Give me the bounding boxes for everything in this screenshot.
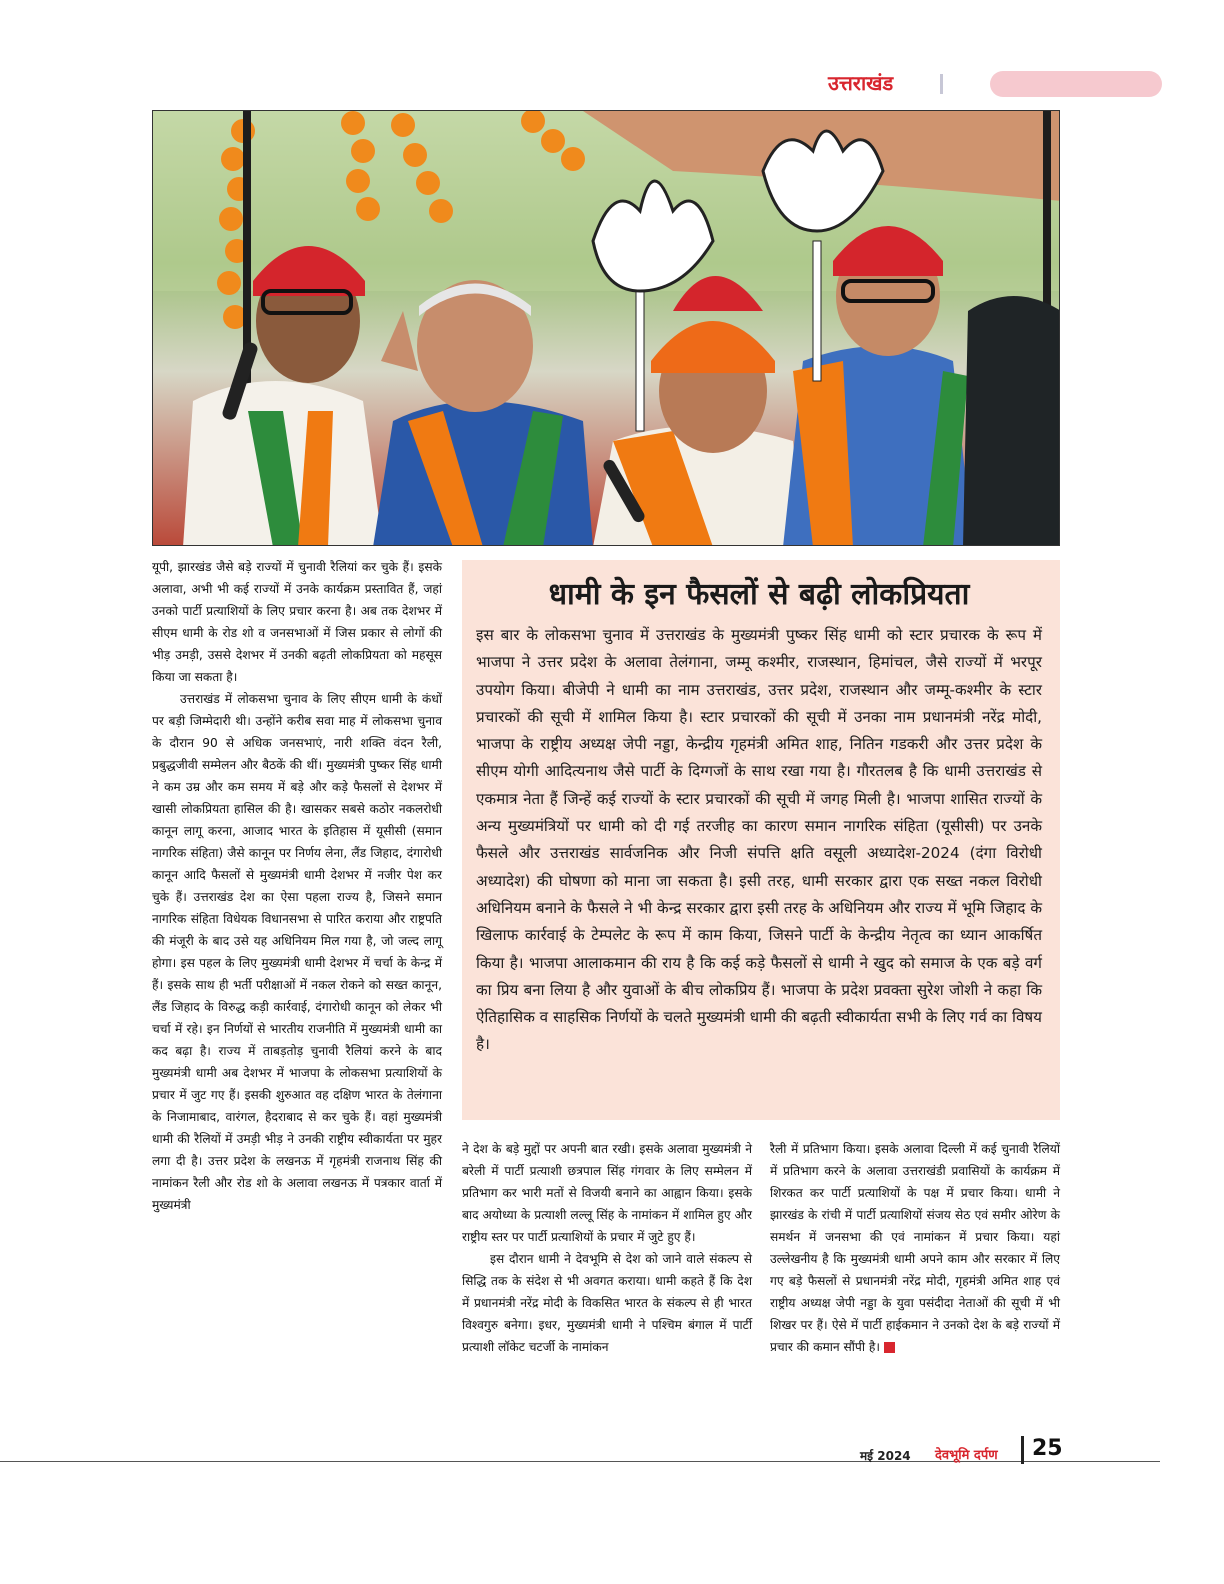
right-column: [770, 1138, 1060, 1358]
box-title: धामी के इन फैसलों से बढ़ी लोकप्रियता: [548, 577, 970, 612]
header-divider: [940, 74, 943, 94]
highlight-box: [462, 560, 1060, 1120]
right-paragraph-1: [770, 1138, 1060, 1358]
magazine-logo: देवभूमि दर्पण: [935, 1448, 998, 1463]
person-center-right: [593, 276, 803, 546]
page-number: 25: [1032, 1436, 1063, 1461]
middle-paragraph-1: ने देश के बड़े मुद्दों पर अपनी बात रखी। इसके अलावा मुख्यमंत्री ने बरेली में पार्टी प्रत्याशी छत्रपाल सिंह गंगवार के लिए सम्मेलन में प्रतिभाग कर भारी मतों से विजयी बनाने का आह्वान किया। इसके बाद अयोध्या के प्रत्याशी लल्लू सिंह के नामांकन में शामिल हुए और राष्ट्रीय स्तर पर पार्टी प्रत्याशियों के प्रचार में जुटे हुए हैं।: [462, 1142, 752, 1244]
section-label: उत्तराखंड: [828, 71, 894, 95]
middle-paragraph-2: इस दौरान धामी ने देवभूमि से देश को जाने वाले संकल्प से सिद्धि तक के संदेश से भी अवगत कराया। धामी कहते हैं कि देश में प्रधानमंत्री नरेंद्र मोदी के विकसित भारत के संकल्प से ही भारत विश्वगुरु बनेगा। इधर, मुख्यमंत्री धामी ने पश्चिम बंगाल में पार्टी प्रत्याशी लॉकेट चटर्जी के नामांकन: [462, 1252, 752, 1354]
left-column: [152, 556, 442, 1216]
right-paragraph-text: रैली में प्रतिभाग किया। इसके अलावा दिल्ली में कई चुनावी रैलियों में प्रतिभाग करने के अलावा उत्तराखंडी प्रवासियों के कार्यक्रम में शिरकत कर पार्टी प्रत्याशियों के पक्ष में प्रचार किया। धामी ने झारखंड के रांची में पार्टी प्रत्याशियों संजय सेठ एवं समीर ओरेण के समर्थन में जनसभा की एवं नामांकन में प्रचार किया। यहां उल्लेखनीय है कि मुख्यमंत्री धामी अपने काम और सरकार में लिए गए बड़े फैसलों से प्रधानमंत्री नरेंद्र मोदी, गृहमंत्री अमित शाह एवं राष्ट्रीय अध्यक्ष जेपी नड्डा के युवा पसंदीदा नेताओं की सूची में भी शिखर पर हैं। ऐसे में पार्टी हाईकमान ने उनको देश के बड़े राज्यों में प्रचार की कमान सौंपी है।: [770, 1142, 1060, 1354]
middle-column: [462, 1138, 752, 1358]
left-paragraph-1: यूपी, झारखंड जैसे बड़े राज्यों में चुनावी रैलियां कर चुके हैं। इसके अलावा, अभी भी कई राज्यों में उनके कार्यक्रम प्रस्तावित हैं, जहां उनको पार्टी प्रत्याशियों के लिए प्रचार करना है। अब तक देशभर में सीएम धामी के रोड शो व जनसभाओं में जिस प्रकार से लोगों की भीड़ उमड़ी, उससे देशभर में उनकी बढ़ती लोकप्रियता को महसूस किया जा सकता है।: [152, 560, 442, 684]
rally-photo: [152, 110, 1060, 546]
header-tab-decoration: [990, 71, 1162, 97]
guard: [963, 296, 1060, 546]
footer-divider: [1021, 1436, 1024, 1464]
person-center-left: [373, 280, 593, 546]
box-body: इस बार के लोकसभा चुनाव में उत्तराखंड के मुख्यमंत्री पुष्कर सिंह धामी को स्टार प्रचारक के रूप में भाजपा ने उत्तर प्रदेश के अलावा तेलंगाना, जम्मू कश्मीर, राजस्थान, हिमांचल, जैसे राज्यों में भरपूर उपयोग किया। बीजेपी ने धामी का नाम उत्तराखंड, उत्तर प्रदेश, राजस्थान और जम्मू-कश्मीर के स्टार प्रचारकों की सूची में शामिल किया है। स्टार प्रचारकों की सूची में उनका नाम प्रधानमंत्री नरेंद्र मोदी, भाजपा के राष्ट्रीय अध्यक्ष जेपी नड्डा, केन्द्रीय गृहमंत्री अमित शाह, नितिन गडकरी और उत्तर प्रदेश के सीएम योगी आदित्यनाथ जैसे पार्टी के दिग्गजों के साथ रखा गया है। गौरतलब है कि धामी उत्तराखंड से एकमात्र नेता हैं जिन्हें कई राज्यों के स्टार प्रचारकों की सूची में जगह मिली है। भाजपा शासित राज्यों के अन्य मुख्यमंत्रियों पर धामी को दी गई तरजीह का कारण समान नागरिक संहिता (यूसीसी) पर उनके फैसले और उत्तराखंड सार्वजनिक और निजी संपत्ति क्षति वसूली अध्यादेश-2024 (दंगा विरोधी अध्यादेश) की घोषणा को माना जा सकता है। इसी तरह, धामी सरकार द्वारा एक सख्त नकल विरोधी अधिनियम बनाने के फैसले ने भी केन्द्र सरकार द्वारा इसी तरह के अधिनियम और राज्य में भूमि जिहाद के खिलाफ कार्रवाई के टेम्पलेट के रूप में काम किया, जिसने पार्टी के केन्द्रीय नेतृत्व का ध्यान आकर्षित किया है। भाजपा आलाकमान की राय है कि कई कड़े फैसलों से धामी ने खुद को समाज के एक बड़े वर्ग का प्रिय बना लिया है और युवाओं के बीच लोकप्रिय हैं। भाजपा के प्रदेश प्रवक्ता सुरेश जोशी ने कहा कि ऐतिहासिक व साहसिक निर्णयों के चलते मुख्यमंत्री धामी की बढ़ती स्वीकार्यता सभी के लिए गर्व का विषय है।: [476, 626, 1042, 1054]
end-mark-icon: [884, 1342, 895, 1353]
rally-illustration: [153, 111, 1060, 546]
footer-date: मई 2024: [860, 1449, 911, 1463]
left-paragraph-2: उत्तराखंड में लोकसभा चुनाव के लिए सीएम धामी के कंधों पर बड़ी जिम्मेदारी थी। उन्होंने करीब सवा माह में लोकसभा चुनाव के दौरान 90 से अधिक जनसभाएं, नारी शक्ति वंदन रैली, प्रबुद्धजीवी सम्मेलन और बैठकें की थीं। मुख्यमंत्री पुष्कर सिंह धामी ने कम उम्र और कम समय में बड़े और कड़े फैसलों से देशभर में खासी लोकप्रियता हासिल की है। खासकर सबसे कठोर नकलरोधी कानून लागू करना, आजाद भारत के इतिहास में यूसीसी (समान नागरिक संहिता) जैसे कानून पर निर्णय लेना, लैंड जिहाद, दंगारोधी कानून आदि फैसलों से मुख्यमंत्री धामी देशभर में नजीर पेश कर चुके हैं। उत्तराखंड देश का ऐसा पहला राज्य है, जिसने समान नागरिक संहिता विधेयक विधानसभा से पारित कराया और राष्ट्रपति की मंजूरी के बाद उसे यह अधिनियम मिल गया है, जो जल्द लागू होगा। इस पहल के लिए मुख्यमंत्री धामी देशभर में चर्चा के केन्द्र में हैं। इसके साथ ही भर्ती परीक्षाओं में नकल रोकने को सख्त कानून, लैंड जिहाद के विरुद्ध कड़ी कार्रवाई, दंगारोधी कानून को लेकर भी चर्चा में रहे। इन निर्णयों से भारतीय राजनीति में मुख्यमंत्री धामी का कद बढ़ा है। राज्य में ताबड़तोड़ चुनावी रैलियां करने के बाद मुख्यमंत्री धामी अब देशभर में भाजपा के लोकसभा प्रत्याशियों के प्रचार में जुट गए हैं। इसकी शुरुआत वह दक्षिण भारत के तेलंगाना के निजामाबाद, वारंगल, हैदराबाद से कर चुके हैं। वहां मुख्यमंत्री धामी की रैलियों में उमड़ी भीड़ ने उनकी राष्ट्रीय स्वीकार्यता पर मुहर लगा दी है। उत्तर प्रदेश के लखनऊ में गृहमंत्री राजनाथ सिंह की नामांकन रैली और रोड शो के अलावा लखनऊ में पत्रकार वार्ता में मुख्यमंत्री: [152, 692, 442, 1212]
